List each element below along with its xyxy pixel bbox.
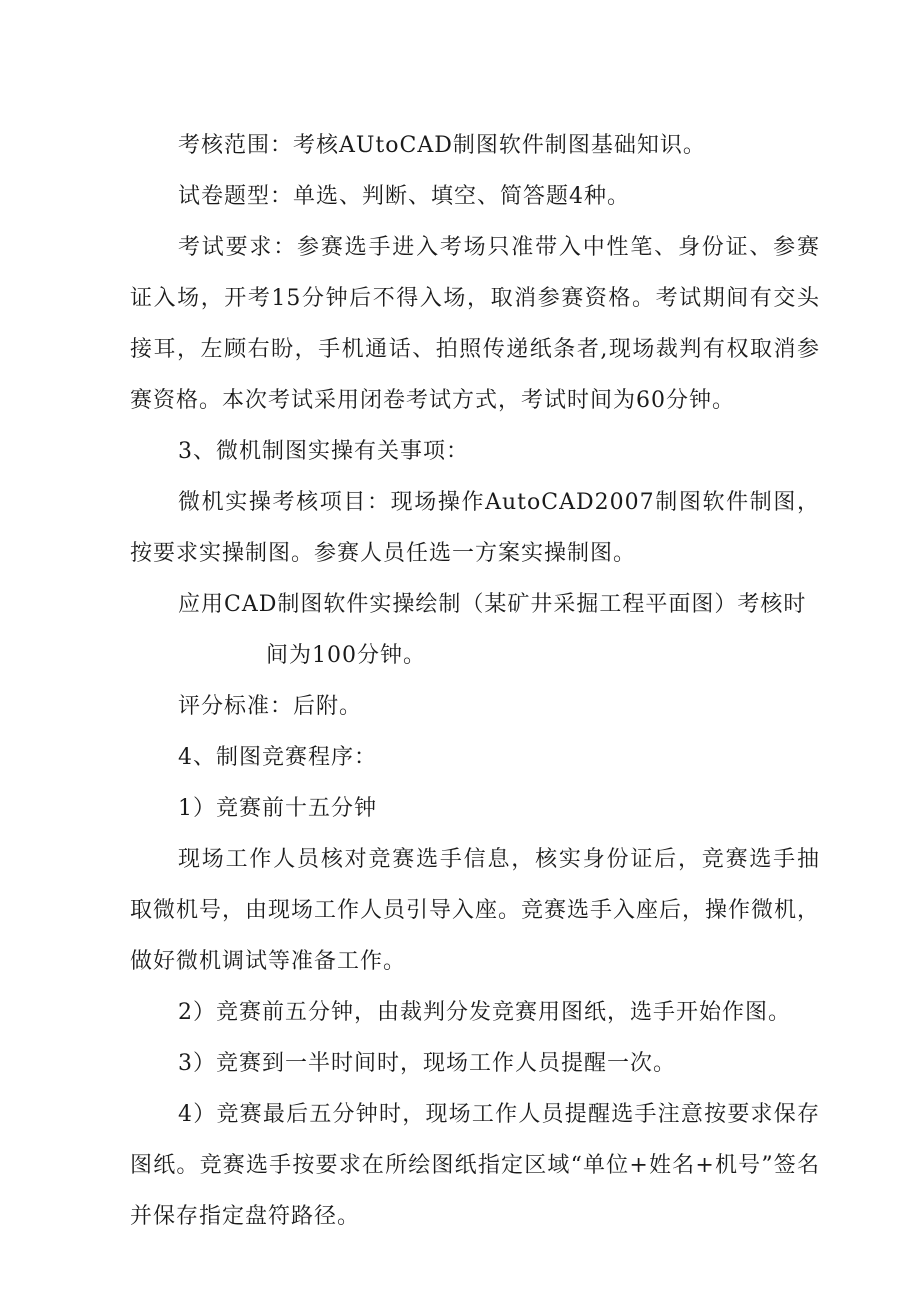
step-4: 4）竞赛最后五分钟时，现场工作人员提醒选手注意按要求保存图纸。竞赛选手按要求在所绘图纸指定区域“单位+姓名+机号”签名并保存指定盘符路径。 — [130, 1102, 820, 1229]
paragraph-scoring-standard: 评分标准：后附。 — [178, 694, 363, 719]
paragraph-exam-requirements: 考试要求：参赛选手进入考场只准带入中性笔、身份证、参赛证入场，开考15分钟后不得入场，取消参赛资格。考试期间有交头接耳，左顾右盼，手机通话、拍照传递纸条者,现场裁判有权取消参赛资格。本次考试采用闭卷考试方式，考试时间为60分钟。 — [130, 235, 820, 413]
step-1-detail: 现场工作人员核对竞赛选手信息，核实身份证后，竞赛选手抽取微机号，由现场工作人员引导入座。竞赛选手入座后，操作微机，做好微机调试等准备工作。 — [130, 847, 821, 974]
cad-drawing-line-2: 间为100分钟。 — [266, 643, 426, 668]
heading-section-4: 4、制图竞赛程序： — [178, 745, 377, 770]
document-body — [130, 120, 820, 1242]
paragraph-cad-drawing-time — [130, 579, 820, 681]
paragraph-question-types: 试卷题型：单选、判断、填空、简答题4种。 — [178, 184, 630, 209]
paragraph-practical-item: 微机实操考核项目：现场操作AutoCAD2007制图软件制图，按要求实操制图。参赛人员任选一方案实操制图。 — [130, 490, 820, 566]
heading-section-3: 3、微机制图实操有关事项： — [178, 439, 469, 464]
step-3: 3）竞赛到一半时间时，现场工作人员提醒一次。 — [178, 1051, 676, 1076]
step-1-heading: 1）竞赛前十五分钟 — [178, 796, 377, 821]
cad-drawing-line-1: 应用CAD制图软件实操绘制（某矿井采掘工程平面图）考核时 — [178, 592, 807, 617]
paragraph-exam-scope: 考核范围：考核AUtoCAD制图软件制图基础知识。 — [178, 133, 706, 158]
step-2: 2）竞赛前五分钟，由裁判分发竞赛用图纸，选手开始作图。 — [178, 1000, 791, 1025]
